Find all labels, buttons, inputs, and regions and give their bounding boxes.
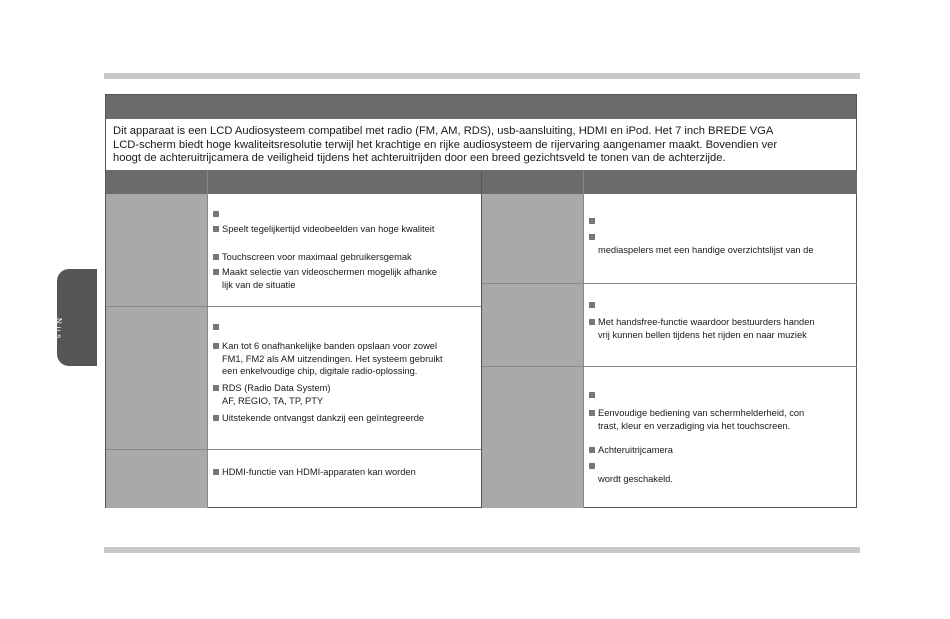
side-tab [57, 269, 97, 366]
list-item: HDMI-functie van HDMI-apparaten kan worden [213, 466, 416, 479]
subheader-left-content [208, 170, 481, 194]
side-tab-label: Nus [54, 318, 63, 342]
left-label-cell-3 [106, 450, 207, 508]
bullet-icon [213, 385, 219, 391]
right-label-cell-2 [482, 284, 583, 366]
intro-text: Dit apparaat is een LCD Audiosysteem compatibel met radio (FM, AM, RDS), usb-aansluiting, HDMI en iPod. Het 7 inch BREDE VGA LCD-scherm biedt hoge kwaliteitsresolutie terwijl het krachtige en rijke audiosysteem de rijervaring aangenamer maakt. Bovendien ver hoogt de achteruitrijcamera de veiligheid tijdens het achteruitrijden door een breed gezichtsveld te tonen van de achterzijde. [113, 125, 778, 165]
bullet-icon [589, 234, 595, 240]
bullet-icon [589, 447, 595, 453]
subheader-left-label [106, 170, 207, 194]
bullet-icon [213, 415, 219, 421]
list-item [589, 215, 598, 228]
list-item: Maakt selectie van videoschermen mogelijk afhanke lijk van de situatie [213, 266, 437, 291]
top-rule [104, 73, 860, 79]
bottom-rule [104, 547, 860, 553]
left-label-cell-1 [106, 194, 207, 306]
bullet-icon [213, 324, 219, 330]
bullet-icon [213, 269, 219, 275]
list-item: Touchscreen voor maximaal gebruikersgemak [213, 251, 412, 264]
right-label-cell-1 [482, 194, 583, 283]
subheader-right-label [482, 170, 583, 194]
list-item [213, 321, 222, 334]
list-item: Speelt tegelijkertijd videobeelden van hoge kwaliteit [213, 223, 434, 236]
column-divider-right [583, 170, 584, 508]
list-item: Achteruitrijcamera [589, 444, 673, 457]
table-header-bar [106, 95, 856, 119]
list-item: RDS (Radio Data System) AF, REGIO, TA, TP, PTY [213, 382, 331, 407]
bullet-icon [213, 254, 219, 260]
left-label-cell-2 [106, 307, 207, 449]
bullet-icon [589, 302, 595, 308]
list-item: wordt geschakeld. [589, 460, 673, 485]
bullet-icon [589, 463, 595, 469]
right-label-cell-3 [482, 367, 583, 508]
list-item [589, 299, 598, 312]
bullet-icon [589, 392, 595, 398]
subheader-right-content [584, 170, 857, 194]
bullet-icon [589, 218, 595, 224]
spec-table [105, 94, 857, 508]
list-item: mediaspelers met een handige overzichtslijst van de [589, 231, 814, 256]
bullet-icon [213, 226, 219, 232]
bullet-icon [213, 211, 219, 217]
bullet-icon [589, 319, 595, 325]
list-item: Uitstekende ontvangst dankzij een geïntegreerde [213, 412, 424, 425]
list-item: Met handsfree-functie waardoor bestuurders handen vrij kunnen bellen tijdens het rijden en naar muziek [589, 316, 815, 341]
bullet-icon [213, 343, 219, 349]
bullet-icon [213, 469, 219, 475]
list-item [589, 389, 598, 402]
list-item: Eenvoudige bediening van schermhelderheid, con trast, kleur en verzadiging via het touchscreen. [589, 407, 804, 432]
column-divider-left [207, 170, 208, 508]
list-item: Kan tot 6 onafhankelijke banden opslaan voor zowel FM1, FM2 als AM uitzendingen. Het systeem gebruikt een enkelvoudige chip, digitale radio-oplossing. [213, 340, 443, 378]
row-divider-left-1 [106, 306, 481, 307]
bullet-icon [589, 410, 595, 416]
row-divider-right-2 [482, 366, 857, 367]
column-divider-middle [481, 170, 482, 508]
row-divider-right-1 [482, 283, 857, 284]
row-divider-left-2 [106, 449, 481, 450]
list-item [213, 208, 222, 221]
